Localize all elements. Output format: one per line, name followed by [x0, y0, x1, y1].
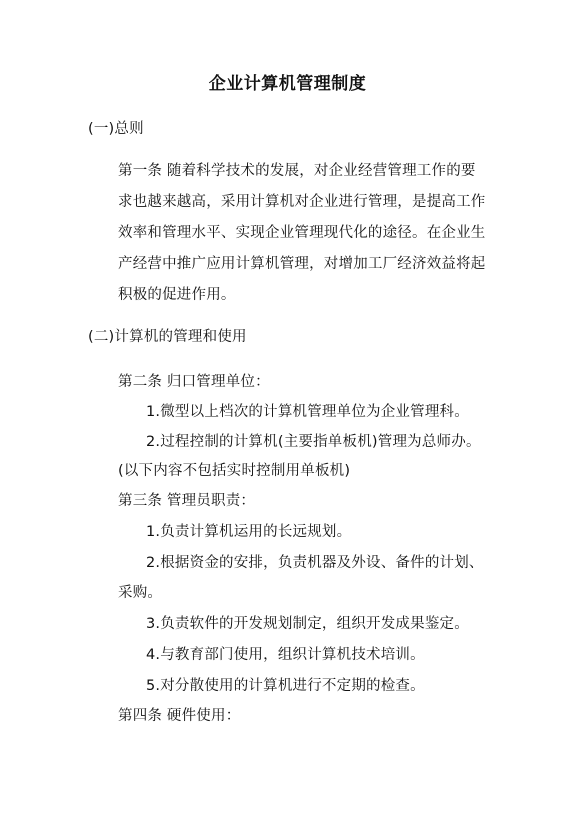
document-title: 企业计算机管理制度 [208, 74, 367, 94]
article-2-note: (以下内容不包括实时控制用单板机) [118, 463, 351, 479]
article-1-line-2: 求也越来越高，采用计算机对企业进行管理，是提高工作 [118, 194, 486, 210]
section-heading-general: (一)总则 [88, 121, 144, 137]
article-3-item-2-line-2: 采购。 [118, 585, 163, 601]
article-2-heading: 第二条 归口管理单位： [118, 374, 270, 390]
article-4-heading: 第四条 硬件使用： [118, 708, 241, 724]
article-2-item-2: 2.过程控制的计算机(主要指单板机)管理为总师办。 [146, 434, 481, 450]
article-2-item-1: 1.微型以上档次的计算机管理单位为企业管理科。 [146, 404, 469, 420]
article-3-heading: 第三条 管理员职责： [118, 493, 256, 509]
article-3-item-3: 3.负责软件的开发规划制定，组织开发成果鉴定。 [146, 616, 469, 632]
article-1-line-4: 产经营中推广应用计算机管理，对增加工厂经济效益将起 [118, 256, 486, 272]
article-1-line-5: 积极的促进作用。 [118, 287, 236, 303]
article-1-line-1: 第一条 随着科学技术的发展，对企业经营管理工作的要 [118, 163, 476, 179]
article-3-item-2-line-1: 2.根据资金的安排，负责机器及外设、备件的计划、 [146, 555, 484, 571]
article-3-item-1: 1.负责计算机运用的长远规划。 [146, 524, 352, 540]
article-3-item-4: 4.与教育部门使用，组织计算机技术培训。 [146, 647, 425, 663]
article-1-line-3: 效率和管理水平、实现企业管理现代化的途径。在企业生 [118, 225, 486, 241]
section-heading-computer-management: (二)计算机的管理和使用 [88, 329, 247, 345]
article-3-item-5: 5.对分散使用的计算机进行不定期的检查。 [146, 678, 425, 694]
